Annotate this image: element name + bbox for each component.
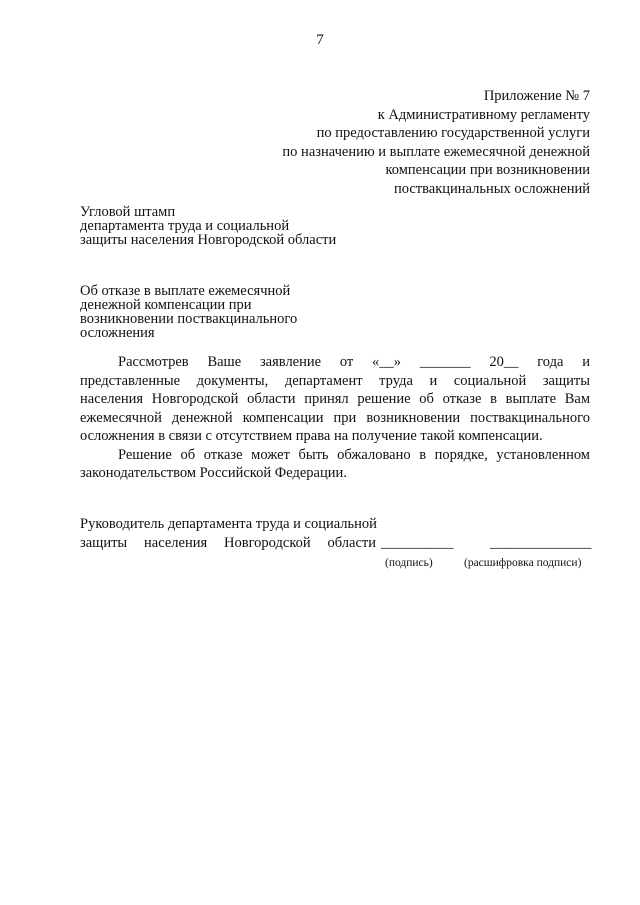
stamp-line: департамента труда и социальной: [80, 218, 290, 234]
decoding-caption: (расшифровка подписи): [464, 556, 582, 569]
signature-captions: [80, 553, 590, 569]
appendix-line: компенсации при возникновении: [385, 162, 590, 178]
paragraph-appeal: Решение об отказе может быть обжаловано в порядке, установленном законодательством Российской Федерации.: [80, 446, 590, 481]
appendix-header: [282, 87, 590, 198]
appendix-line: по предоставлению государственной услуги: [316, 125, 590, 141]
page-number: 7: [316, 32, 324, 48]
signature-blank: __________: [381, 534, 454, 551]
corner-stamp-block: [80, 205, 336, 247]
body-line: ежемесячной денежной компенсации при возникновении поствакцинального: [80, 409, 590, 426]
appendix-line: Приложение № 7: [483, 88, 590, 104]
body-line: представленные документы, департамент труда и социальной защиты: [80, 372, 590, 389]
body-line: населения Новгородской области принял решение об отказе в выплате Вам: [80, 391, 590, 407]
appendix-line: к Административному регламенту: [377, 106, 590, 123]
subject-line: денежной компенсации при: [80, 297, 252, 313]
appendix-line: поствакцинальных осложнений: [393, 180, 590, 197]
body-line: Рассмотрев Ваше заявление от «__» _______ 20__ года и: [118, 354, 590, 370]
letter-body: [80, 353, 590, 483]
stamp-line: защиты населения Новгородской области: [80, 232, 337, 248]
signatory-title-line2: защиты населения Новгородской области: [80, 534, 376, 551]
signature-row: [80, 534, 590, 553]
decoding-blank: ______________: [490, 534, 592, 551]
subject-line: осложнения: [80, 325, 155, 341]
subject-line: Об отказе в выплате ежемесячной: [80, 283, 291, 299]
signature-caption: (подпись): [385, 556, 433, 569]
subject-block: [80, 284, 297, 340]
body-line: осложнения в связи с отсутствием права на получение такой компенсации.: [80, 428, 543, 444]
stamp-line: Угловой штамп: [80, 204, 176, 220]
signature-block: [80, 515, 590, 569]
subject-line: возникновении поствакцинального: [80, 311, 298, 327]
paragraph-refusal: [80, 353, 590, 446]
signatory-title-line1: Руководитель департамента труда и социальной: [80, 516, 377, 532]
appendix-line: по назначению и выплате ежемесячной денежной: [282, 143, 590, 160]
